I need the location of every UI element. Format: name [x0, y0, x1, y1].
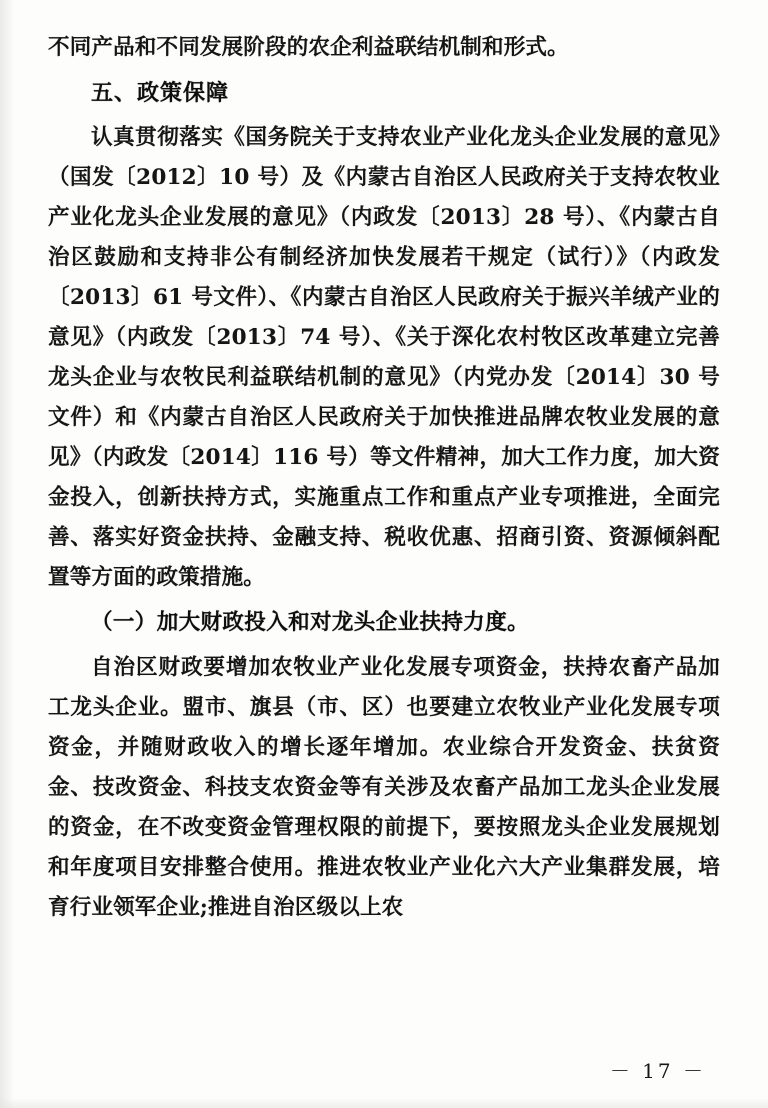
- paragraph-continuation: 不同产品和不同发展阶段的农企利益联结机制和形式。: [48, 35, 569, 60]
- paragraph-policy-documents: 认真贯彻落实《国务院关于支持农业产业化龙头企业发展的意见》（国发〔2012〕10 号）及《内蒙古自治区人民政府关于支持农牧业产业化龙头企业发展的意见》（内政发〔2013〕28 号）、《内蒙古自治区鼓励和支持非公有制经济加快发展若干规定（试行）》（内政发〔2013〕61 号文件）、《内蒙古自治区人民政府关于振兴羊绒产业的意见》（内政发〔2013〕74 号）、《关于深化农村牧区改革建立完善龙头企业与农牧民利益联结机制的意见》（内党办发〔2014〕30 号文件）和《内蒙古自治区人民政府关于加快推进品牌农牧业发展的意见》（内政发〔2014〕116 号）等文件精神，加大工作力度，加大资金投入，创新扶持方式，实施重点工作和重点产业专项推进，全面完善、落实好资金扶持、金融支持、税收优惠、招商引资、资源倾斜配置等方面的政策措施。: [48, 125, 720, 590]
- subsection-heading-fiscal-investment: （一）加大财政投入和对龙头企业扶持力度。: [91, 610, 530, 635]
- scan-edge-left: [0, 0, 14, 1108]
- page-number: － 17 －: [609, 1059, 706, 1083]
- page-body: [48, 28, 720, 928]
- paragraph-fiscal-details: 自治区财政要增加农牧业产业化发展专项资金，扶持农畜产品加工龙头企业。盟市、旗县（市、区）也要建立农牧业产业化发展专项资金，并随财政收入的增长逐年增加。农业综合开发资金、扶贫资金、技改资金、科技支农资金等有关涉及农畜产品加工龙头企业发展的资金，在不改变资金管理权限的前提下，要按照龙头企业发展规划和年度项目安排整合使用。推进农牧业产业化六大产业集群发展，培育行业领军企业;推进自治区级以上农: [48, 655, 720, 920]
- scan-edge-bottom: [0, 1098, 768, 1108]
- section-heading-policy-guarantee: 五、政策保障: [91, 80, 230, 106]
